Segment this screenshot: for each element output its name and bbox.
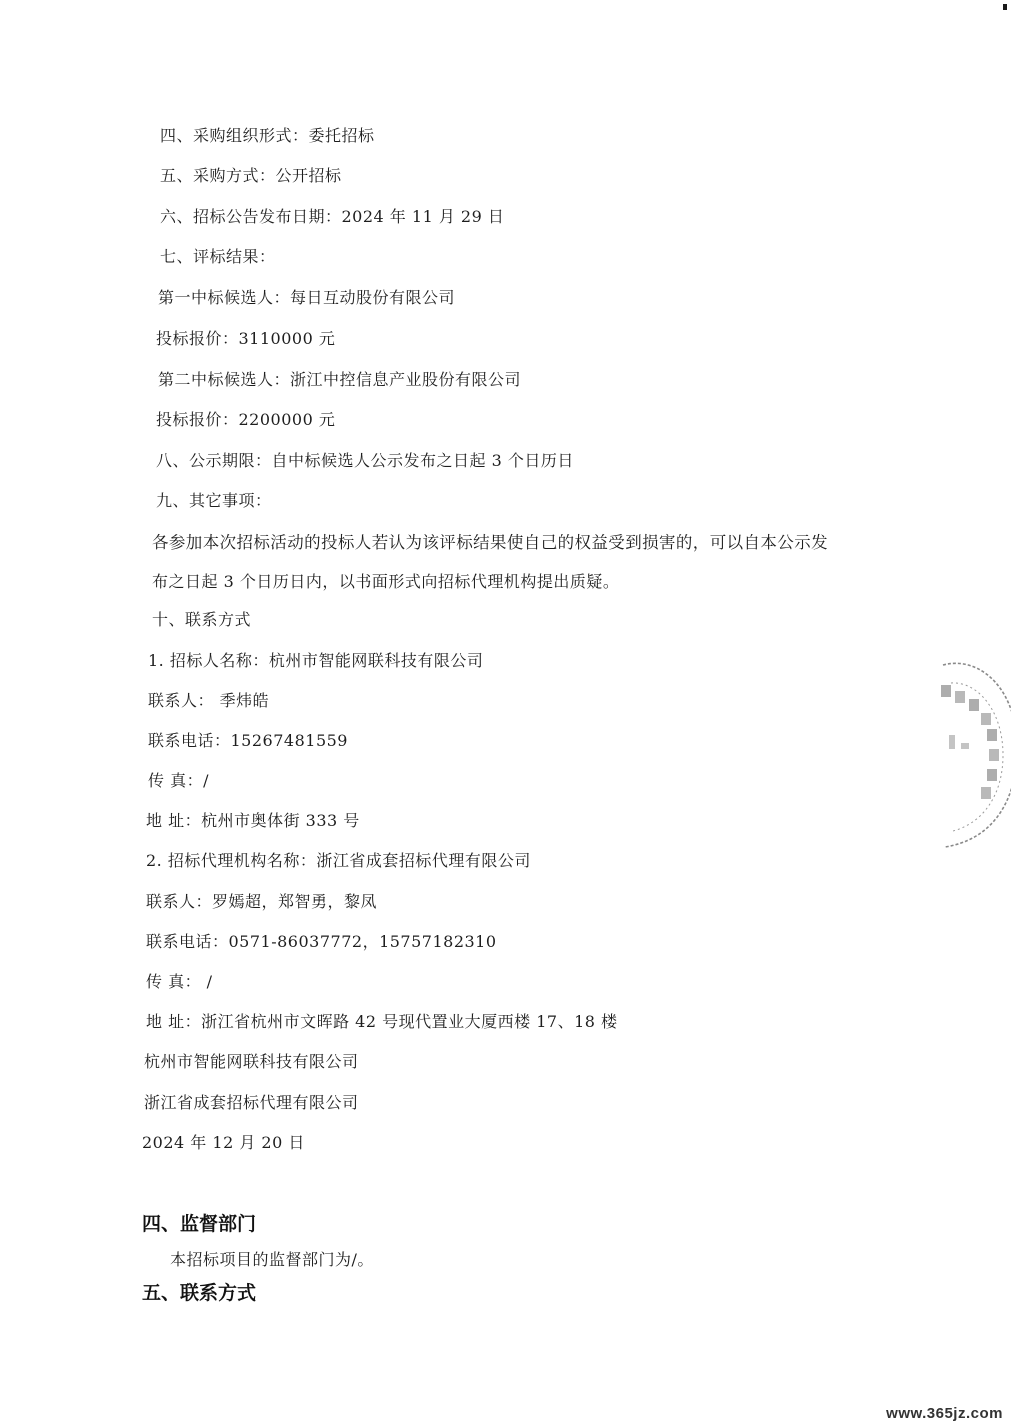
notice-period-line: 八、公示期限：自中标候选人公示发布之日起 3 个日历日 [156,451,574,470]
agency-name-line: 2. 招标代理机构名称：浙江省成套招标代理有限公司 [146,851,531,870]
watermark: www.365jz.com [886,1405,1003,1422]
objection-paragraph-line-1: 各参加本次招标活动的投标人若认为该评标结果使自己的权益受到损害的，可以自本公示发 [152,533,828,552]
first-candidate-line: 第一中标候选人：每日互动股份有限公司 [158,288,456,307]
other-matters-heading: 九、其它事项： [156,491,272,510]
signature-agency: 浙江省成套招标代理有限公司 [144,1093,359,1112]
first-bid-price-line: 投标报价：3110000 元 [156,329,336,348]
scan-mark [1003,4,1007,10]
objection-paragraph-line-2: 布之日起 3 个日历日内，以书面形式向招标代理机构提出质疑。 [152,572,620,591]
agency-address-line: 地 址：浙江省杭州市文晖路 42 号现代置业大厦西楼 17、18 楼 [146,1012,618,1031]
second-bid-price-line: 投标报价：2200000 元 [156,410,336,429]
tenderer-phone-line: 联系电话：15267481559 [148,731,348,750]
org-form-line: 四、采购组织形式：委托招标 [160,126,375,145]
evaluation-result-heading: 七、评标结果： [160,247,276,266]
supervision-body: 本招标项目的监督部门为/。 [170,1250,374,1269]
section-contact-heading: 五、联系方式 [142,1282,257,1304]
signature-date: 2024 年 12 月 20 日 [142,1133,305,1152]
tenderer-contact-line: 联系人： 季炜皓 [148,691,270,710]
contact-heading: 十、联系方式 [152,610,252,629]
procurement-method-line: 五、采购方式：公开招标 [160,166,342,185]
agency-fax-line: 传 真： / [146,972,213,991]
tenderer-fax-line: 传 真：/ [148,771,209,790]
agency-contact-line: 联系人：罗嫣超，郑智勇，黎凤 [146,892,378,911]
second-candidate-line: 第二中标候选人：浙江中控信息产业股份有限公司 [158,370,522,389]
signature-tenderer: 杭州市智能网联科技有限公司 [144,1052,359,1071]
publish-date-line: 六、招标公告发布日期：2024 年 11 月 29 日 [160,207,505,226]
tenderer-address-line: 地 址：杭州市奥体街 333 号 [146,811,360,830]
seal-stamp-partial [925,655,1011,855]
agency-phone-line: 联系电话：0571-86037772，15757182310 [146,932,497,951]
tenderer-name-line: 1. 招标人名称：杭州市智能网联科技有限公司 [148,651,484,670]
section-supervision-heading: 四、监督部门 [142,1213,257,1235]
